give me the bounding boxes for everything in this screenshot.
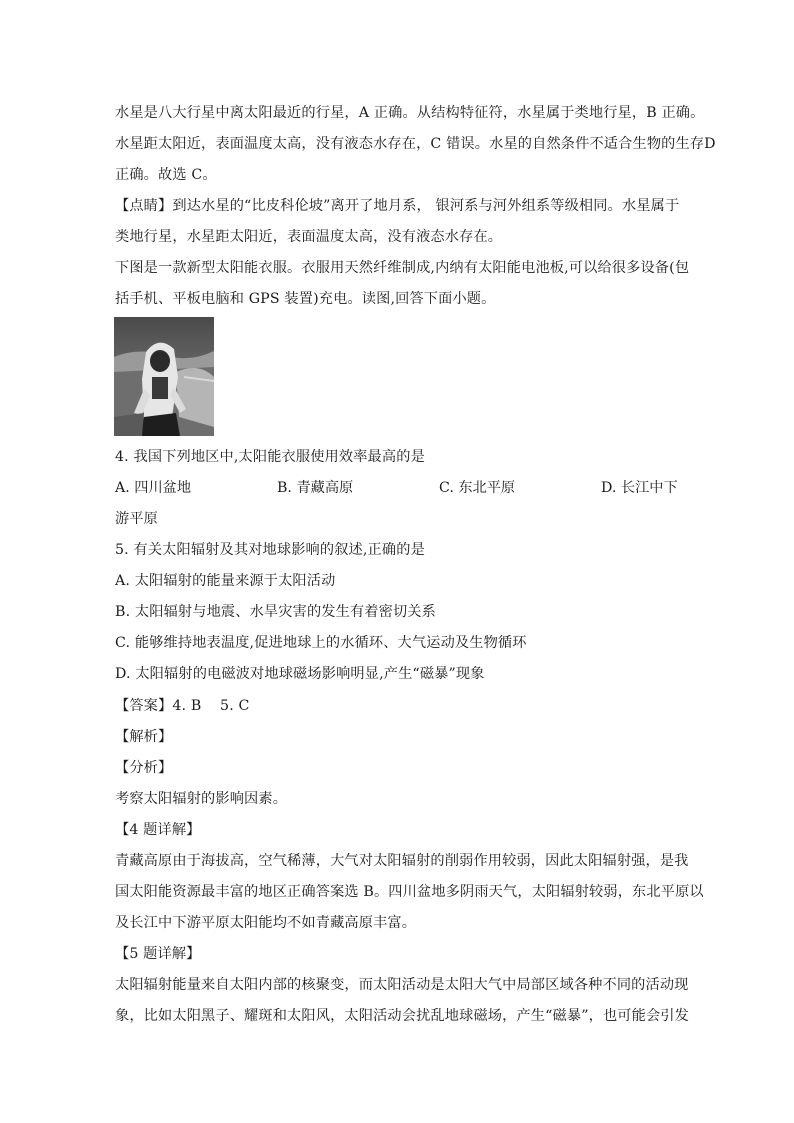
q4-detail-line: 国太阳能资源最丰富的地区正确答案选 B。四川盆地多阴雨天气，太阳辐射较弱，东北平原以 [115, 884, 704, 900]
paragraph-line: 正确。故选 C。 [115, 167, 217, 183]
solar-clothing-photo [114, 317, 214, 436]
q5-option-a: A. 太阳辐射的能量来源于太阳活动 [115, 573, 336, 589]
analysis-heading: 【解析】 [115, 729, 173, 745]
q4-detail-heading: 【4 题详解】 [115, 822, 201, 838]
q5-detail-line: 太阳辐射能量来自太阳内部的核聚变，而太阳活动是太阳大气中局部区域各种不同的活动现 [115, 977, 689, 993]
q5-detail-heading: 【5 题详解】 [115, 946, 201, 962]
paragraph-line: 水星是八大行星中离太阳最近的行星，A 正确。从结构特征符，水星属于类地行星，B 正确。 [115, 105, 705, 121]
question-5-stem: 5. 有关太阳辐射及其对地球影响的叙述,正确的是 [115, 542, 425, 558]
fenxi-heading: 【分析】 [115, 760, 173, 776]
q5-option-d: D. 太阳辐射的电磁波对地球磁场影响明显,产生“磁暴”现象 [115, 666, 485, 682]
q4-option-d-continued: 游平原 [115, 511, 159, 527]
intro-line: 下图是一款新型太阳能衣服。衣服用天然纤维制成,内纳有太阳能电池板,可以给很多设备(包 [115, 260, 690, 276]
paragraph-line: 水星距太阳近，表面温度太高，没有液态水存在，C 错误。水星的自然条件不适合生物的生存D [115, 136, 716, 152]
point-note-line: 【点睛】到达水星的“比皮科伦坡”离开了地月系， 银河系与河外组系等级相同。水星属于 [115, 198, 680, 214]
q4-option-d: D. 长江中下 [601, 480, 678, 496]
question-4-stem: 4. 我国下列地区中,太阳能衣服使用效率最高的是 [115, 449, 425, 465]
q5-option-c: C. 能够维持地表温度,促进地球上的水循环、大气运动及生物循环 [115, 635, 527, 651]
answer-line: 【答案】4. B 5. C [115, 698, 250, 714]
q4-option-b: B. 青藏高原 [277, 480, 354, 496]
q4-detail-line: 青藏高原由于海拔高，空气稀薄，大气对太阳辐射的削弱作用较弱，因此太阳辐射强，是我 [115, 853, 689, 869]
fenxi-text: 考察太阳辐射的影响因素。 [115, 791, 288, 807]
q5-detail-line: 象，比如太阳黑子、耀斑和太阳风，太阳活动会扰乱地球磁场，产生“磁暴”，也可能会引发 [115, 1008, 689, 1024]
q5-option-b: B. 太阳辐射与地震、水旱灾害的发生有着密切关系 [115, 604, 436, 620]
q4-option-a: A. 四川盆地 [115, 480, 192, 496]
q4-option-c: C. 东北平原 [439, 480, 516, 496]
q4-detail-line: 及长江中下游平原太阳能均不如青藏高原丰富。 [115, 915, 417, 931]
intro-line: 括手机、平板电脑和 GPS 装置)充电。读图,回答下面小题。 [115, 291, 496, 307]
point-note-line: 类地行星，水星距太阳近，表面温度太高，没有液态水存在。 [115, 229, 503, 245]
